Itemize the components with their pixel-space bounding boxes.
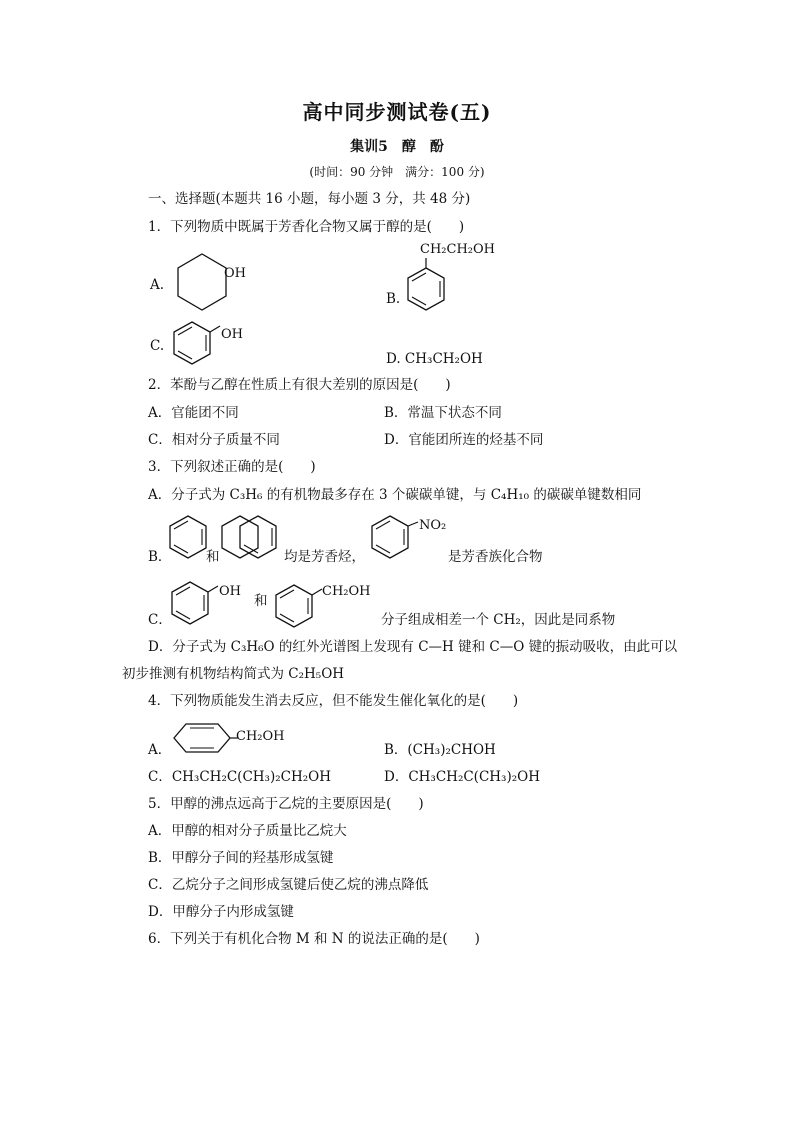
q1-option-a-group: OH xyxy=(224,266,246,281)
q3-option-c-group2: CH₂OH xyxy=(322,584,371,599)
section-heading: 一、选择题(本题共 16 小题，每小题 3 分，共 48 分) xyxy=(148,191,471,207)
q3-option-b-label: B． xyxy=(148,549,172,565)
q5-option-d: D．甲醇分子内形成氢键 xyxy=(148,904,294,920)
q2-option-c: C．相对分子质量不同 xyxy=(148,432,280,448)
exam-meta: (时间：90 分钟 满分：100 分) xyxy=(309,165,485,179)
q4-option-a-group: CH₂OH xyxy=(236,729,285,744)
page-title: 高中同步测试卷(五) xyxy=(302,100,492,124)
cyclohexane-ring-icon xyxy=(172,252,232,312)
question-3-stem: 3．下列叙述正确的是( ) xyxy=(148,459,316,475)
q4-option-d: D．CH₃CH₂C(CH₃)₂OH xyxy=(384,769,540,785)
q3-option-c-group1: OH xyxy=(219,584,241,599)
phenol-ring-icon xyxy=(172,320,222,370)
q1-option-a-label: A. xyxy=(150,277,165,293)
benzyl-ring-icon xyxy=(172,722,242,756)
q1-option-c-group: OH xyxy=(221,327,243,342)
q2-option-d: D．官能团所连的烃基不同 xyxy=(384,432,544,448)
q4-option-c: C．CH₃CH₂C(CH₃)₂CH₂OH xyxy=(148,769,332,785)
q3-option-c-label: C． xyxy=(148,612,172,628)
q3-option-b-text2: 是芳香族化合物 xyxy=(448,549,543,565)
q3-option-b-and: 和 xyxy=(206,549,220,565)
question-4-stem: 4．下列物质能发生消去反应，但不能发生催化氧化的是( ) xyxy=(148,693,519,709)
q3-option-b-group: NO₂ xyxy=(419,518,447,533)
question-2-stem: 2．苯酚与乙醇在性质上有很大差别的原因是( ) xyxy=(148,377,451,393)
q5-option-b: B．甲醇分子间的羟基形成氢键 xyxy=(148,850,334,866)
q2-option-b: B．常温下状态不同 xyxy=(384,405,502,421)
q3-option-d-line2: 初步推测有机物结构简式为 C₂H₅OH xyxy=(122,666,345,682)
q4-option-a-label: A． xyxy=(148,742,172,758)
q1-option-b-group: CH₂CH₂OH xyxy=(420,242,495,257)
q3-option-d-line1: D．分子式为 C₃H₆O 的红外光谱图上发现有 C—H 键和 C—O 键的振动吸收，由此可以 xyxy=(148,639,678,655)
benzene-ring-icon xyxy=(406,258,446,320)
benzene-ring-icon xyxy=(168,514,208,564)
question-6-stem: 6．下列关于有机化合物 M 和 N 的说法正确的是( ) xyxy=(148,931,480,947)
page-subtitle: 集训5 醇 酚 xyxy=(350,139,444,155)
q3-option-c-text: 分子组成相差一个 CH₂，因此是同系物 xyxy=(381,612,616,628)
phenol-ring-icon xyxy=(170,580,220,630)
q3-option-c-and: 和 xyxy=(254,593,268,609)
question-1-stem: 1．下列物质中既属于芳香化合物又属于醇的是( ) xyxy=(148,219,465,235)
q3-option-b-text1: 均是芳香烃， xyxy=(284,549,365,565)
naphthalene-ring-icon xyxy=(220,514,284,564)
q1-option-c-label: C. xyxy=(150,338,165,354)
q1-option-d: D. CH₃CH₂OH xyxy=(386,351,483,367)
q3-option-a: A．分子式为 C₃H₆ 的有机物最多存在 3 个碳碳单键，与 C₄H₁₀ 的碳碳单键数相同 xyxy=(148,487,642,503)
q1-option-b-label: B. xyxy=(386,291,401,307)
q4-option-b: B．(CH₃)₂CHOH xyxy=(384,742,496,758)
question-5-stem: 5．甲醇的沸点远高于乙烷的主要原因是( ) xyxy=(148,796,424,812)
q5-option-c: C．乙烷分子之间形成氢键后使乙烷的沸点降低 xyxy=(148,877,429,893)
q2-option-a: A．官能团不同 xyxy=(148,405,239,421)
q5-option-a: A．甲醇的相对分子质量比乙烷大 xyxy=(148,823,347,839)
